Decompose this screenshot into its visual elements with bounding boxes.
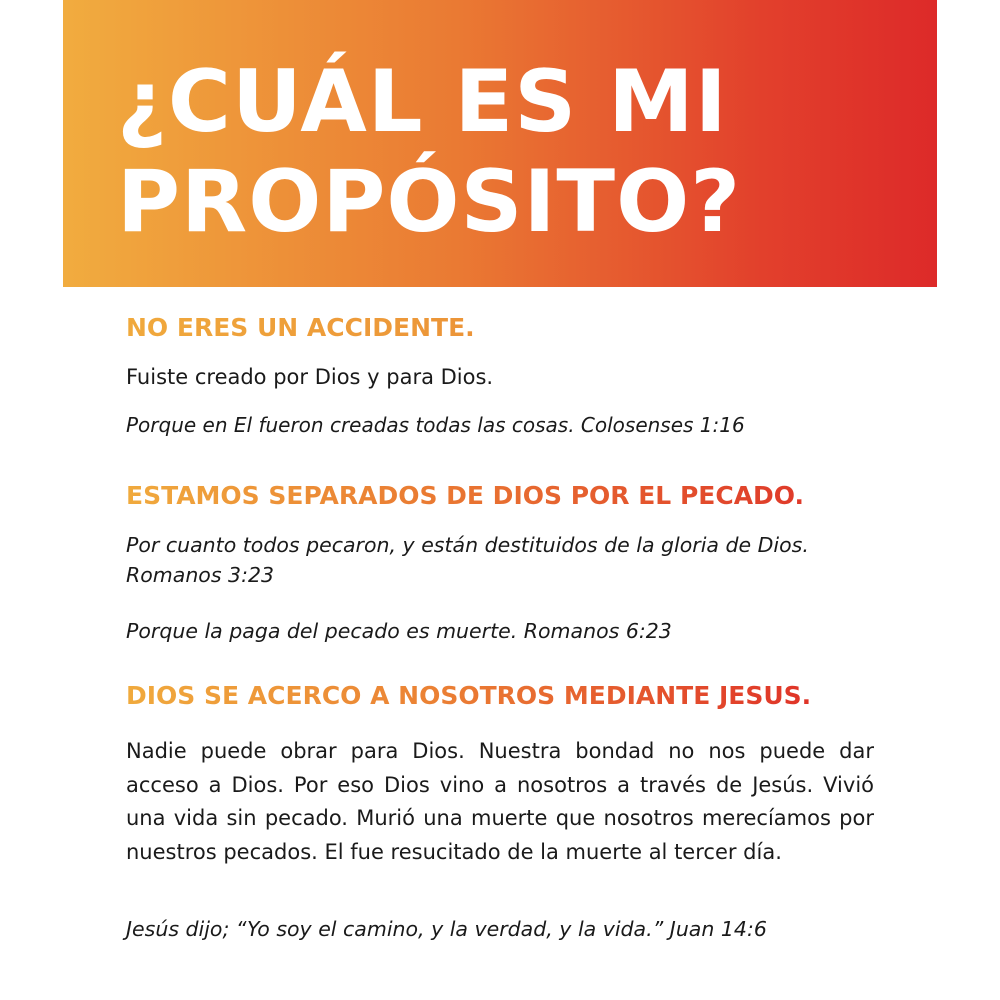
section-heading-jesus: DIOS SE ACERCO A NOSOTROS MEDIANTE JESUS. — [126, 681, 812, 710]
title-banner — [63, 0, 937, 287]
verse-colosenses: Porque en El fueron creadas todas las cosas. Colosenses 1:16 — [126, 413, 745, 437]
page-title-line-2: PROPÓSITO? — [117, 152, 742, 252]
page-title — [117, 52, 741, 252]
verse-juan-14-6: Jesús dijo; “Yo soy el camino, y la verdad, y la vida.” Juan 14:6 — [126, 917, 767, 941]
verse-romanos-6-23: Porque la paga del pecado es muerte. Romanos 6:23 — [126, 619, 672, 643]
page-title-line-1: ¿CUÁL ES MI — [117, 52, 728, 152]
verse-romanos-3-23: Por cuanto todos pecaron, y están destituidos de la gloria de Dios. Romanos 3:23 — [126, 533, 809, 587]
section-text-created: Fuiste creado por Dios y para Dios. — [126, 365, 494, 389]
section-heading-separated: ESTAMOS SEPARADOS DE DIOS POR EL PECADO. — [126, 481, 804, 510]
section-text-jesus: Nadie puede obrar para Dios. Nuestra bondad no nos puede dar acceso a Dios. Por eso Dios vino a nosotros a través de Jesús. Vivió una vida sin pecado. Murió una muerte que nosotros merecíamos por nuestros pecados. El fue resucitado de la muerte al tercer día. — [126, 739, 874, 864]
section-heading-accident: NO ERES UN ACCIDENTE. — [126, 313, 475, 342]
